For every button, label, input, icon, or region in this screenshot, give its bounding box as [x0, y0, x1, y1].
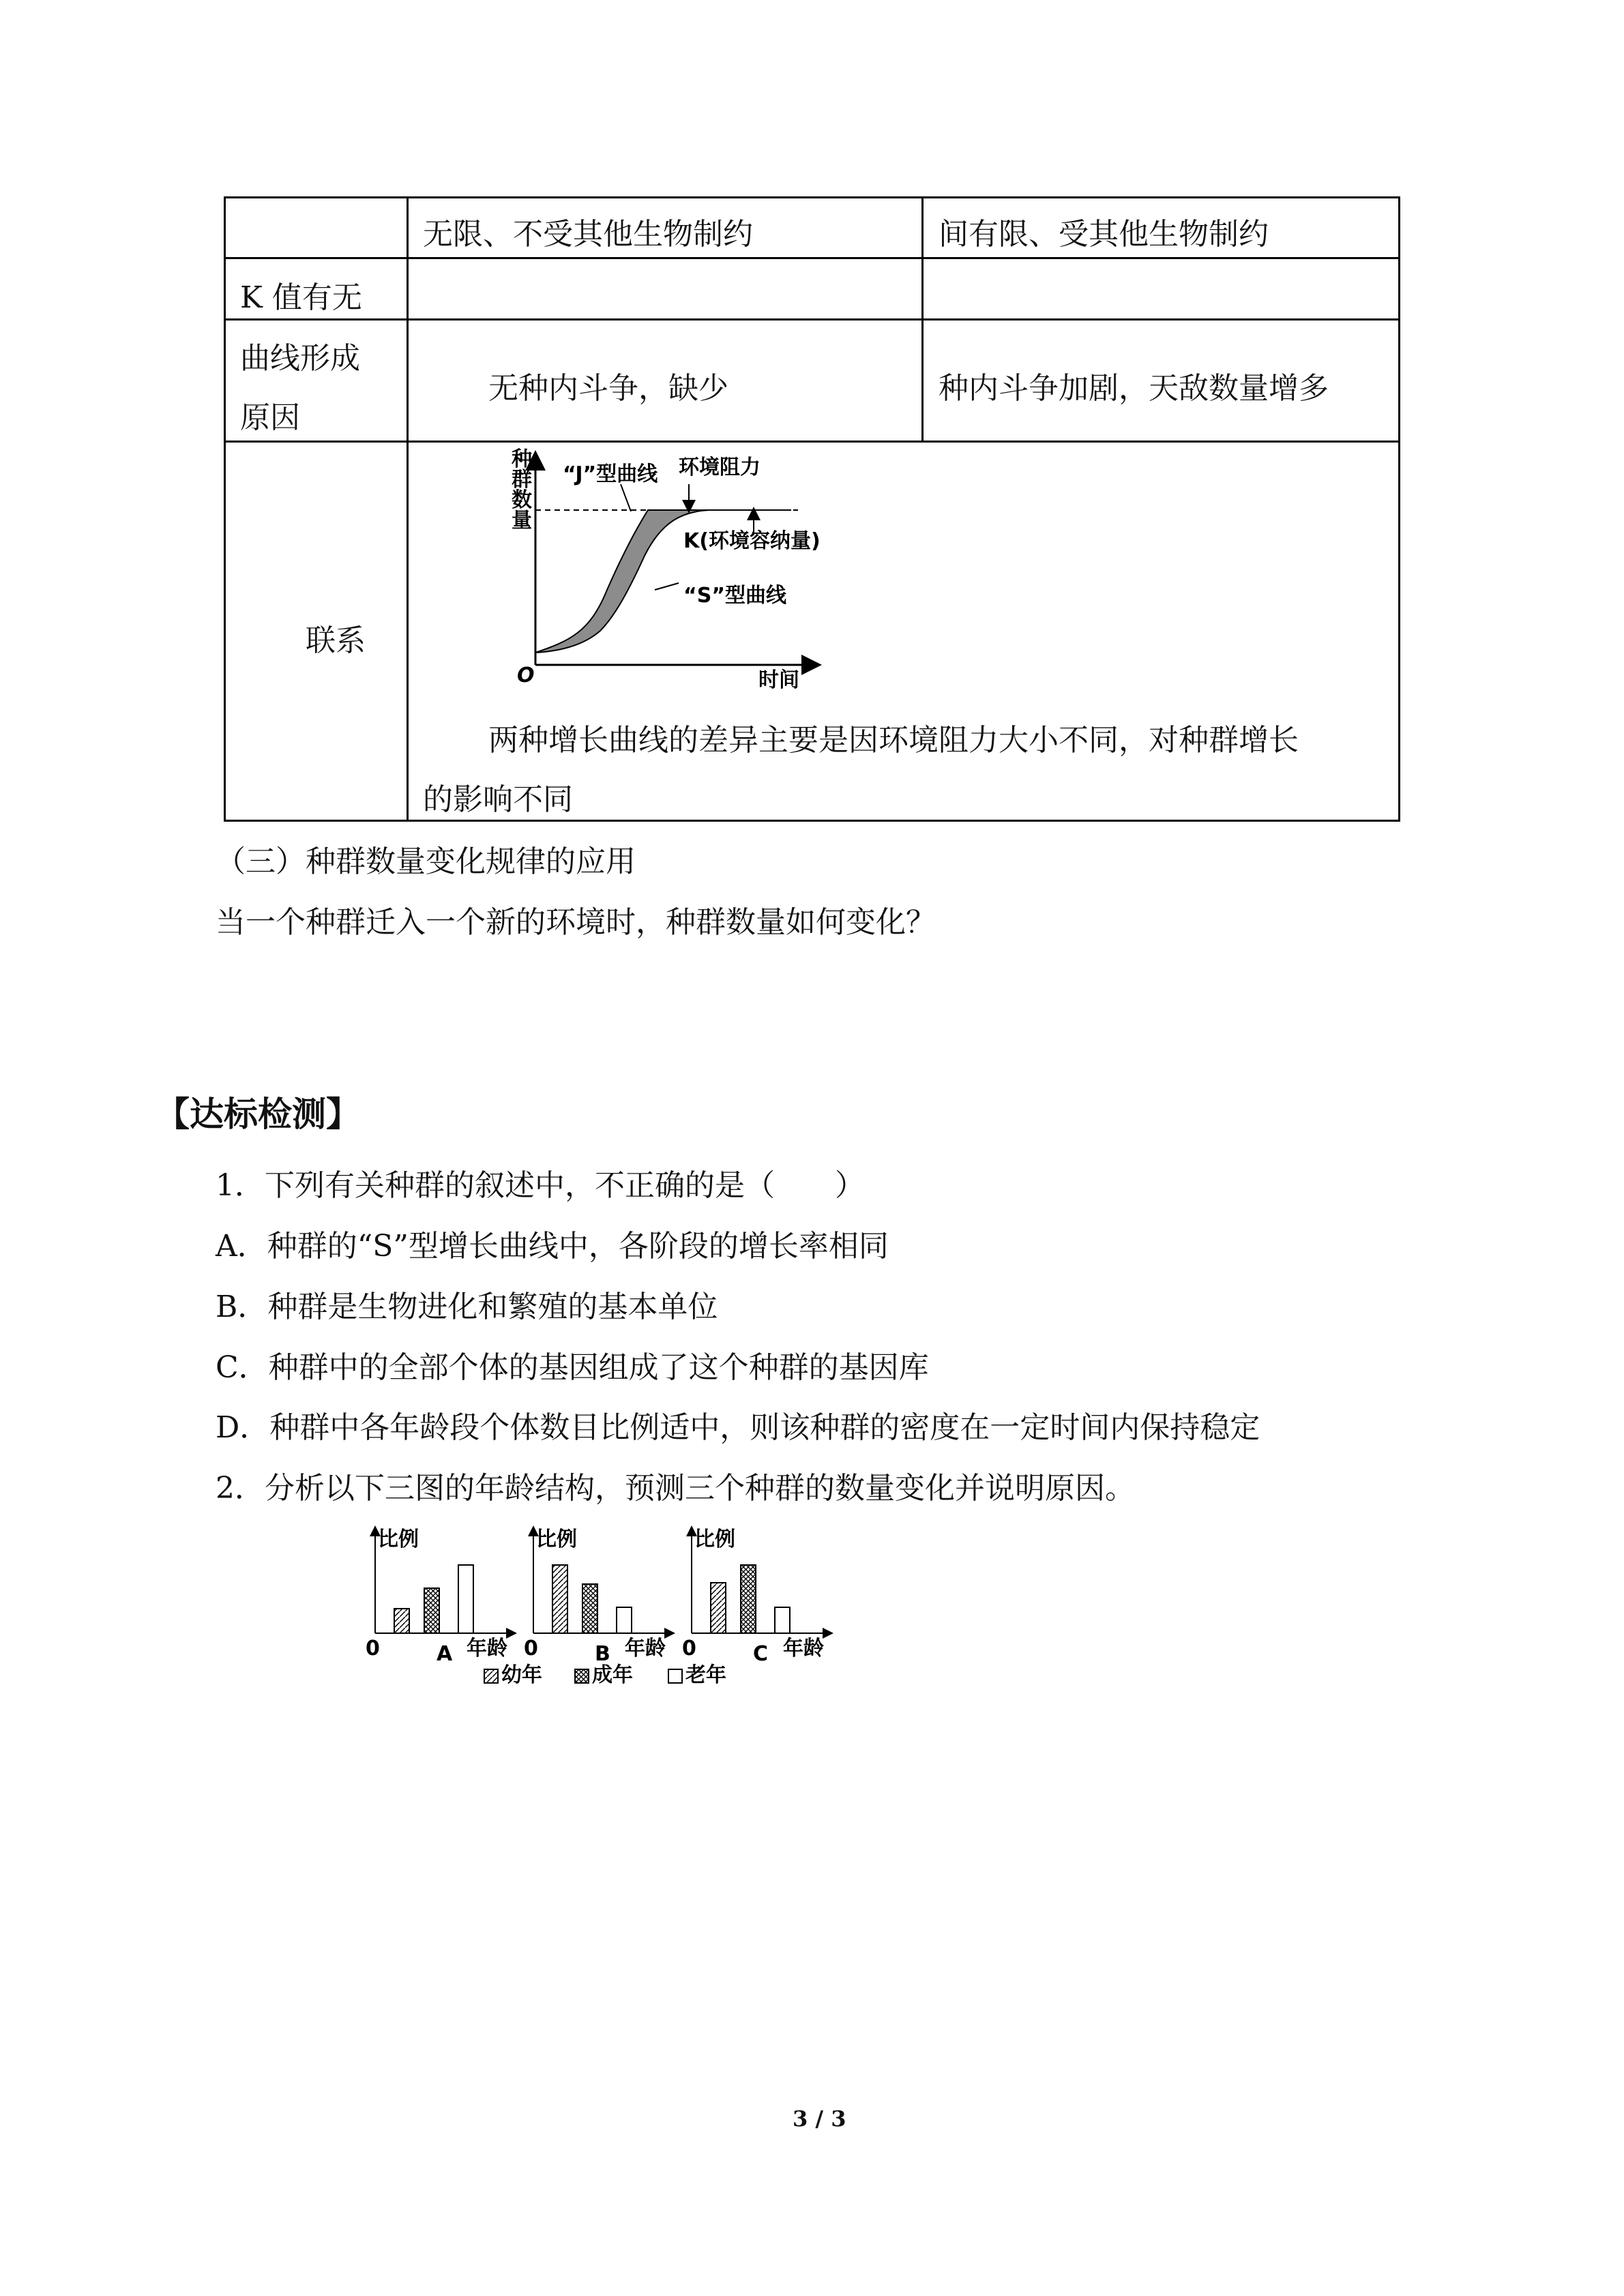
row3-label-line1: 曲线形成: [240, 341, 360, 376]
s-label-pointer: [655, 583, 679, 590]
age-chart-name: B: [595, 1642, 610, 1666]
legend-old-label: 老年: [685, 1663, 726, 1687]
age-bar-adult: [582, 1584, 597, 1633]
row3-col2-text: 无种内斗争，缺少: [488, 371, 728, 406]
legend-young-label: 幼年: [501, 1663, 542, 1687]
section3-question: 当一个种群迁入一个新的环境时，种群数量如何变化？: [216, 905, 936, 940]
age-chart-name: C: [753, 1642, 769, 1666]
age-bar-young: [394, 1609, 409, 1633]
table-col-divider: [921, 196, 924, 443]
table-border-left: [224, 196, 226, 822]
age-chart-y-label: 比例: [694, 1527, 735, 1551]
legend-adult-swatch: [575, 1669, 589, 1683]
row2-label: K 值有无: [240, 280, 362, 315]
resistance-label: 环境阻力: [679, 456, 761, 479]
question-2: 2．分析以下三图的年龄结构，预测三个种群的数量变化并说明原因。: [216, 1471, 1135, 1506]
age-chart-name: A: [437, 1642, 453, 1666]
option-a: A．种群的“S”型增长曲线中，各阶段的增长率相同: [216, 1229, 889, 1264]
age-chart-x-label: 年龄: [783, 1637, 824, 1660]
k-label: K(环境容纳量): [683, 529, 821, 553]
age-chart-y-label: 比例: [378, 1527, 419, 1551]
table-border-right: [1398, 196, 1400, 822]
row4-text-line1: 两种增长曲线的差异主要是因环境阻力大小不同，对种群增长: [488, 723, 1299, 758]
table-row-divider: [224, 318, 1400, 320]
legend-young-swatch: [484, 1669, 498, 1683]
x-axis-label: 时间: [758, 668, 799, 692]
y-axis-label-2: 群: [512, 468, 532, 492]
age-chart-y-label: 比例: [536, 1527, 577, 1551]
row1-col2-text: 无限、不受其他生物制约: [423, 217, 753, 252]
row3-col3-text: 种内斗争加剧，天敌数量增多: [939, 371, 1329, 406]
table-border-bottom: [224, 820, 1400, 822]
option-d: D．种群中各年龄段个体数目比例适中，则该种群的密度在一定时间内保持稳定: [216, 1410, 1260, 1445]
table-border-top: [224, 196, 1400, 198]
origin-label: O: [517, 664, 535, 687]
age-bar-old: [617, 1607, 632, 1633]
age-bar-young: [552, 1565, 567, 1633]
section3-heading: （三）种群数量变化规律的应用: [216, 844, 636, 879]
y-axis-label-4: 量: [512, 509, 532, 533]
assessment-heading: 【达标检测】: [156, 1094, 360, 1134]
y-axis-label-3: 数: [512, 488, 532, 512]
age-bar-old: [458, 1565, 473, 1633]
row4-text-line2: 的影响不同: [423, 782, 573, 817]
table-row-divider: [224, 441, 1400, 443]
page-number: 3 / 3: [793, 2106, 846, 2132]
age-bar-adult: [424, 1588, 439, 1633]
legend-old-swatch: [668, 1669, 682, 1683]
age-chart-origin: 0: [682, 1637, 696, 1660]
age-structure-charts: [361, 1524, 846, 1695]
population-growth-chart: [505, 447, 887, 699]
option-c: C．种群中的全部个体的基因组成了这个种群的基因库: [216, 1350, 929, 1385]
age-chart-origin: 0: [524, 1637, 538, 1660]
age-bar-old: [775, 1607, 790, 1633]
question-1: 1．下列有关种群的叙述中，不正确的是（ ）: [216, 1168, 865, 1203]
age-chart-origin: 0: [366, 1637, 380, 1660]
table-row-divider: [224, 257, 1400, 259]
age-chart-x-label: 年龄: [467, 1637, 507, 1660]
age-bar-adult: [741, 1565, 756, 1633]
y-axis-label-1: 种: [512, 447, 532, 471]
s-curve-label: “S”型曲线: [683, 584, 787, 608]
option-b: B．种群是生物进化和繁殖的基本单位: [216, 1289, 718, 1324]
row3-label-line2: 原因: [240, 400, 300, 435]
legend-adult-label: 成年: [592, 1663, 633, 1687]
table-col-divider: [407, 196, 409, 822]
age-chart-x-label: 年龄: [625, 1637, 666, 1660]
age-bar-young: [711, 1583, 726, 1633]
row1-col3-text: 间有限、受其他生物制约: [939, 217, 1269, 252]
j-curve-label: “J”型曲线: [563, 462, 658, 486]
row4-label: 联系: [306, 623, 366, 658]
j-label-pointer: [621, 484, 631, 511]
